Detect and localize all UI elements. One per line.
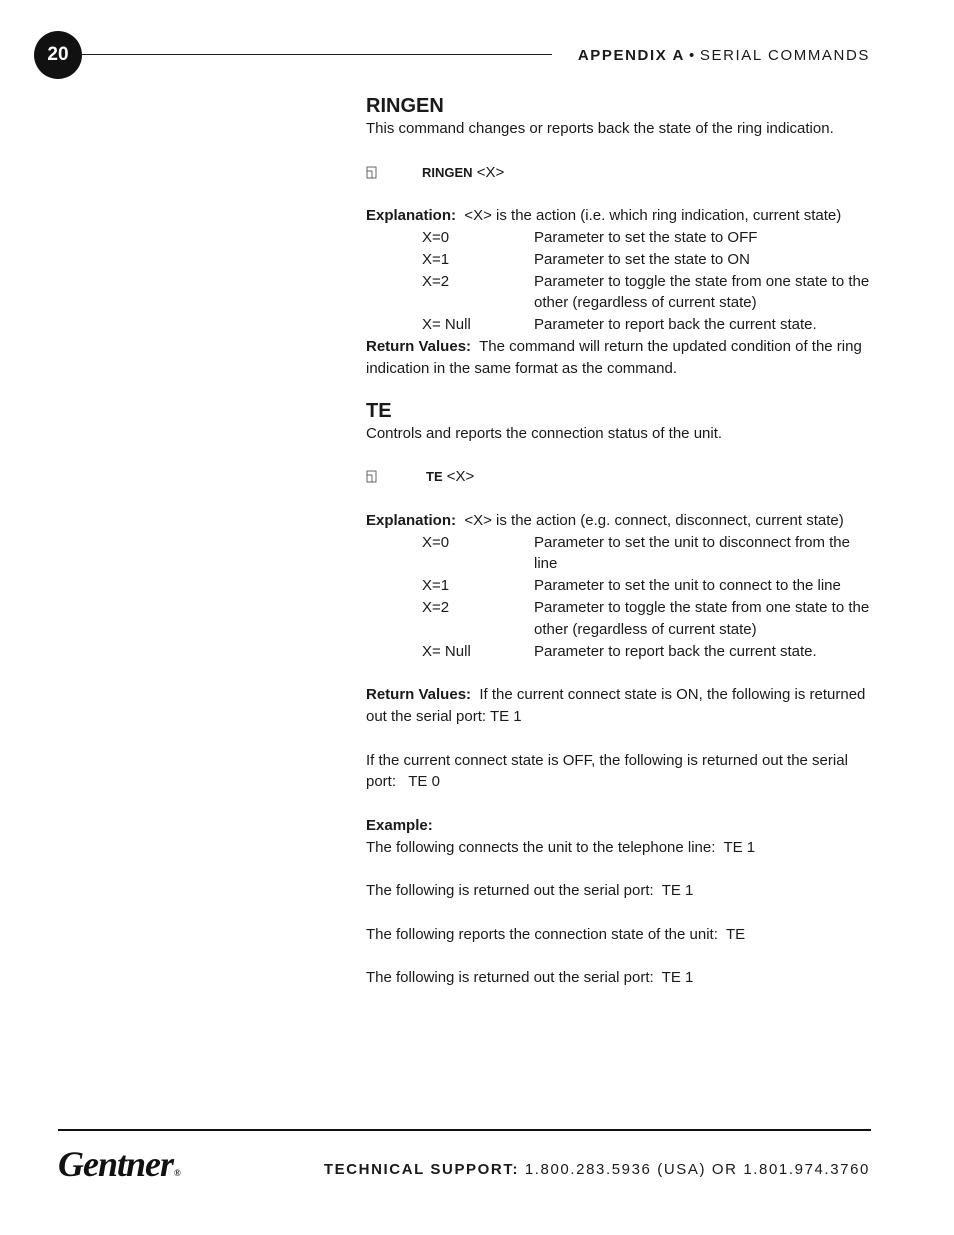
- running-header: [578, 47, 870, 64]
- registered-mark: ®: [174, 1168, 180, 1178]
- param-name: X=0: [422, 228, 450, 246]
- logo-text: Gentner: [58, 1144, 174, 1184]
- te-description: Controls and reports the connection status of the unit.: [366, 424, 723, 442]
- param-desc: Parameter to set the state to ON: [534, 250, 750, 268]
- te-off-state-text: If the current connect state is OFF, the following is returned out the serial port: TE 0: [366, 751, 853, 791]
- param-name: X=0: [422, 533, 450, 551]
- param-desc: Parameter to set the unit to connect to the line: [534, 577, 841, 595]
- param-desc: Parameter to set the state to OFF: [534, 228, 758, 246]
- gentner-logo: [58, 1143, 180, 1185]
- param-row: [366, 249, 876, 271]
- param-name: X=2: [422, 598, 450, 616]
- param-name: X=1: [422, 250, 450, 268]
- te-return-values: [366, 684, 876, 728]
- section-label: SERIAL COMMANDS: [699, 47, 870, 64]
- te-explanation: [366, 510, 876, 532]
- param-row: [366, 532, 876, 576]
- header-separator: •: [689, 47, 696, 64]
- page-number: 20: [34, 31, 82, 79]
- example-line: The following is returned out the serial port: TE 1: [366, 969, 694, 987]
- ringen-return-values: [366, 336, 876, 380]
- appendix-label: APPENDIX A: [577, 47, 685, 64]
- te-command-syntax: [366, 466, 876, 488]
- technical-support: [324, 1161, 870, 1178]
- support-numbers: 1.800.283.5936 (USA) OR 1.801.974.3760: [519, 1161, 870, 1178]
- param-row: [366, 641, 876, 663]
- return-values-text: The command will return the updated condition of the ring indication in the same format as the command.: [366, 337, 866, 377]
- param-name: X= Null: [422, 642, 471, 660]
- explanation-text: <X> is the action (i.e. which ring indication, current state): [456, 207, 842, 225]
- param-name: X= Null: [422, 316, 471, 334]
- example-line: The following reports the connection state of the unit: TE: [366, 925, 746, 943]
- header-rule: [82, 54, 552, 55]
- explanation-label: Explanation:: [366, 511, 457, 529]
- ringen-description: This command changes or reports back the state of the ring indication.: [366, 120, 834, 137]
- param-row: [366, 575, 876, 597]
- example-line: The following is returned out the serial port: TE 1: [366, 882, 694, 900]
- param-desc: Parameter to toggle the state from one state to the other (regardless of current state): [534, 598, 870, 638]
- return-values-label: Return Values:: [366, 337, 472, 355]
- ringen-command-arg: <X>: [472, 163, 505, 181]
- ringen-explanation: [366, 205, 876, 227]
- example-line: The following connects the unit to the telephone line: TE 1: [366, 838, 756, 856]
- ringen-command-keyword: RINGEN: [422, 164, 473, 180]
- param-desc: Parameter to set the unit to disconnect from the line: [534, 533, 850, 573]
- param-row: [366, 227, 876, 249]
- support-label: TECHNICAL SUPPORT:: [323, 1161, 520, 1178]
- te-command-keyword: TE: [426, 469, 443, 485]
- param-desc: Parameter to report back the current state.: [534, 642, 817, 660]
- ringen-title: RINGEN: [366, 95, 444, 117]
- keyboard-command-icon: [366, 470, 378, 483]
- example-label: Example:: [366, 816, 433, 834]
- param-name: X=2: [422, 272, 450, 290]
- explanation-text: <X> is the action (e.g. connect, disconnect, current state): [456, 511, 844, 529]
- return-values-text: If the current connect state is ON, the following is returned out the serial port: TE 1: [366, 686, 870, 725]
- param-row: [366, 314, 876, 336]
- param-desc: Parameter to toggle the state from one state to the other (regardless of current state): [534, 272, 870, 312]
- param-row: [366, 271, 876, 315]
- explanation-label: Explanation:: [366, 207, 457, 225]
- param-name: X=1: [422, 577, 450, 595]
- keyboard-command-icon: [366, 166, 378, 179]
- main-content: [366, 94, 876, 989]
- te-command-arg: <X>: [442, 468, 475, 486]
- param-desc: Parameter to report back the current state.: [534, 316, 817, 334]
- te-title: TE: [366, 399, 392, 422]
- ringen-command-syntax: [366, 162, 876, 184]
- footer-rule: [58, 1129, 871, 1131]
- param-row: [366, 597, 876, 641]
- return-values-label: Return Values:: [366, 686, 472, 704]
